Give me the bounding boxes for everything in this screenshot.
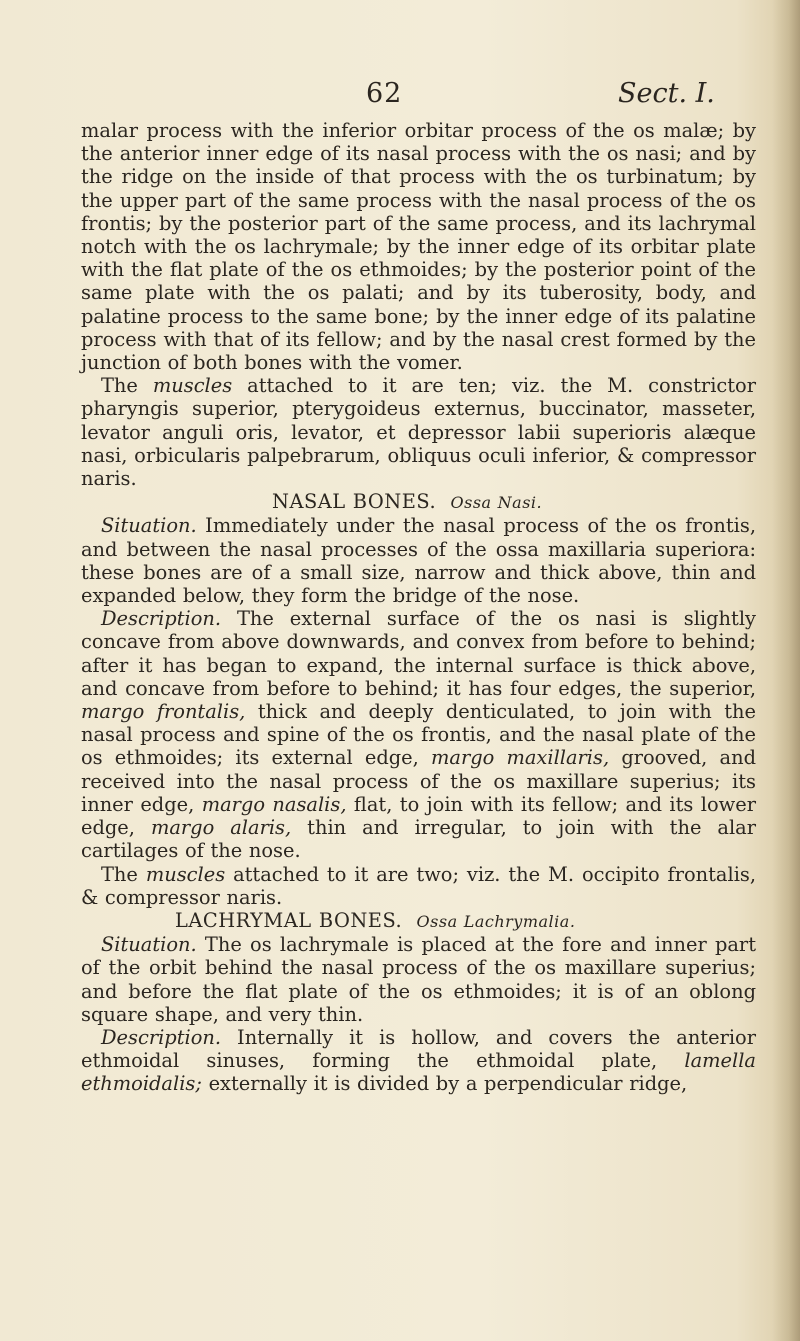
paragraph: malar process with the inferior orbitar process of the os malæ; by the anterior inner edge of its nasal process with the os nasi; and by the ridge on the inside of that process with the os turbinatum; by the upper part of the same process with the nasal process of the os frontis; by the posterior part of the same process, and its lachrymal notch with the os lachrymale; by the inner edge of its orbitar plate with the flat plate of the os ethmoides; by the posterior point of the same plate with the os palati; and by its tuberosity, body, and palatine process to the same bone; by the inner edge of its palatine process with that of its fellow; and by the nasal crest formed by the junction of both bones with the vomer. [81,119,756,375]
paragraph: Description. Internally it is hollow, and covers the anterior ethmoidal sinuses, forming the ethmoidal plate, lamella ethmoidalis; externally it is divided by a perpendicular ridge, [81,1025,756,1096]
paragraph: Situation. Immediately under the nasal process of the os frontis, and between the nasal processes of the ossa maxillaria superiora: these bones are of a small size, narrow and thick above, thin and expanded below, they form the bridge of the nose. [81,514,756,608]
page-header [0,78,800,114]
paragraph: Description. The external surface of the os nasi is slightly concave from above downwards, and convex from before to behind; after it has began to expand, the internal surface is thick above, and concave from before to behind; it has four edges, the superior, margo frontalis, thick and deeply denticulated, to join with the nasal process and spine of the os frontis, and the nasal plate of the os ethmoides; its external edge, margo maxillaris, grooved, and received into the nasal process of the os maxillare superius; its inner edge, margo nasalis, flat, to join with its fellow; and its lower edge, margo alaris, thin and irregular, to join with the alar cartilages of the nose. [81,607,757,863]
paragraph: The muscles attached to it are two; viz. the M. occipito frontalis, & compressor naris. [81,862,757,909]
page-edge-shadow [772,0,800,1341]
section-heading-lachrymal-bones: LACHRYMAL BONES. Ossa Lachrymalia. [175,908,576,932]
section-label: Sect. I. [618,78,715,109]
paragraph: The muscles attached to it are ten; viz. the M. constrictor pharyngis superior, pterygoideus externus, buccinator, masseter, levator anguli oris, levator, et depressor labii superioris alæque nasi, orbicularis palpebrarum, obliquus oculi inferior, & compressor naris. [81,374,756,491]
page-number: 62 [366,78,403,109]
paragraph: Situation. The os lachrymale is placed at the fore and inner part of the orbit behind the nasal process of the os maxillare superius; and before the flat plate of the os ethmoides; it is of an oblong square shape, and very thin. [81,933,756,1026]
section-heading-nasal-bones: NASAL BONES. Ossa Nasi. [272,490,543,514]
body-text [81,119,756,1096]
